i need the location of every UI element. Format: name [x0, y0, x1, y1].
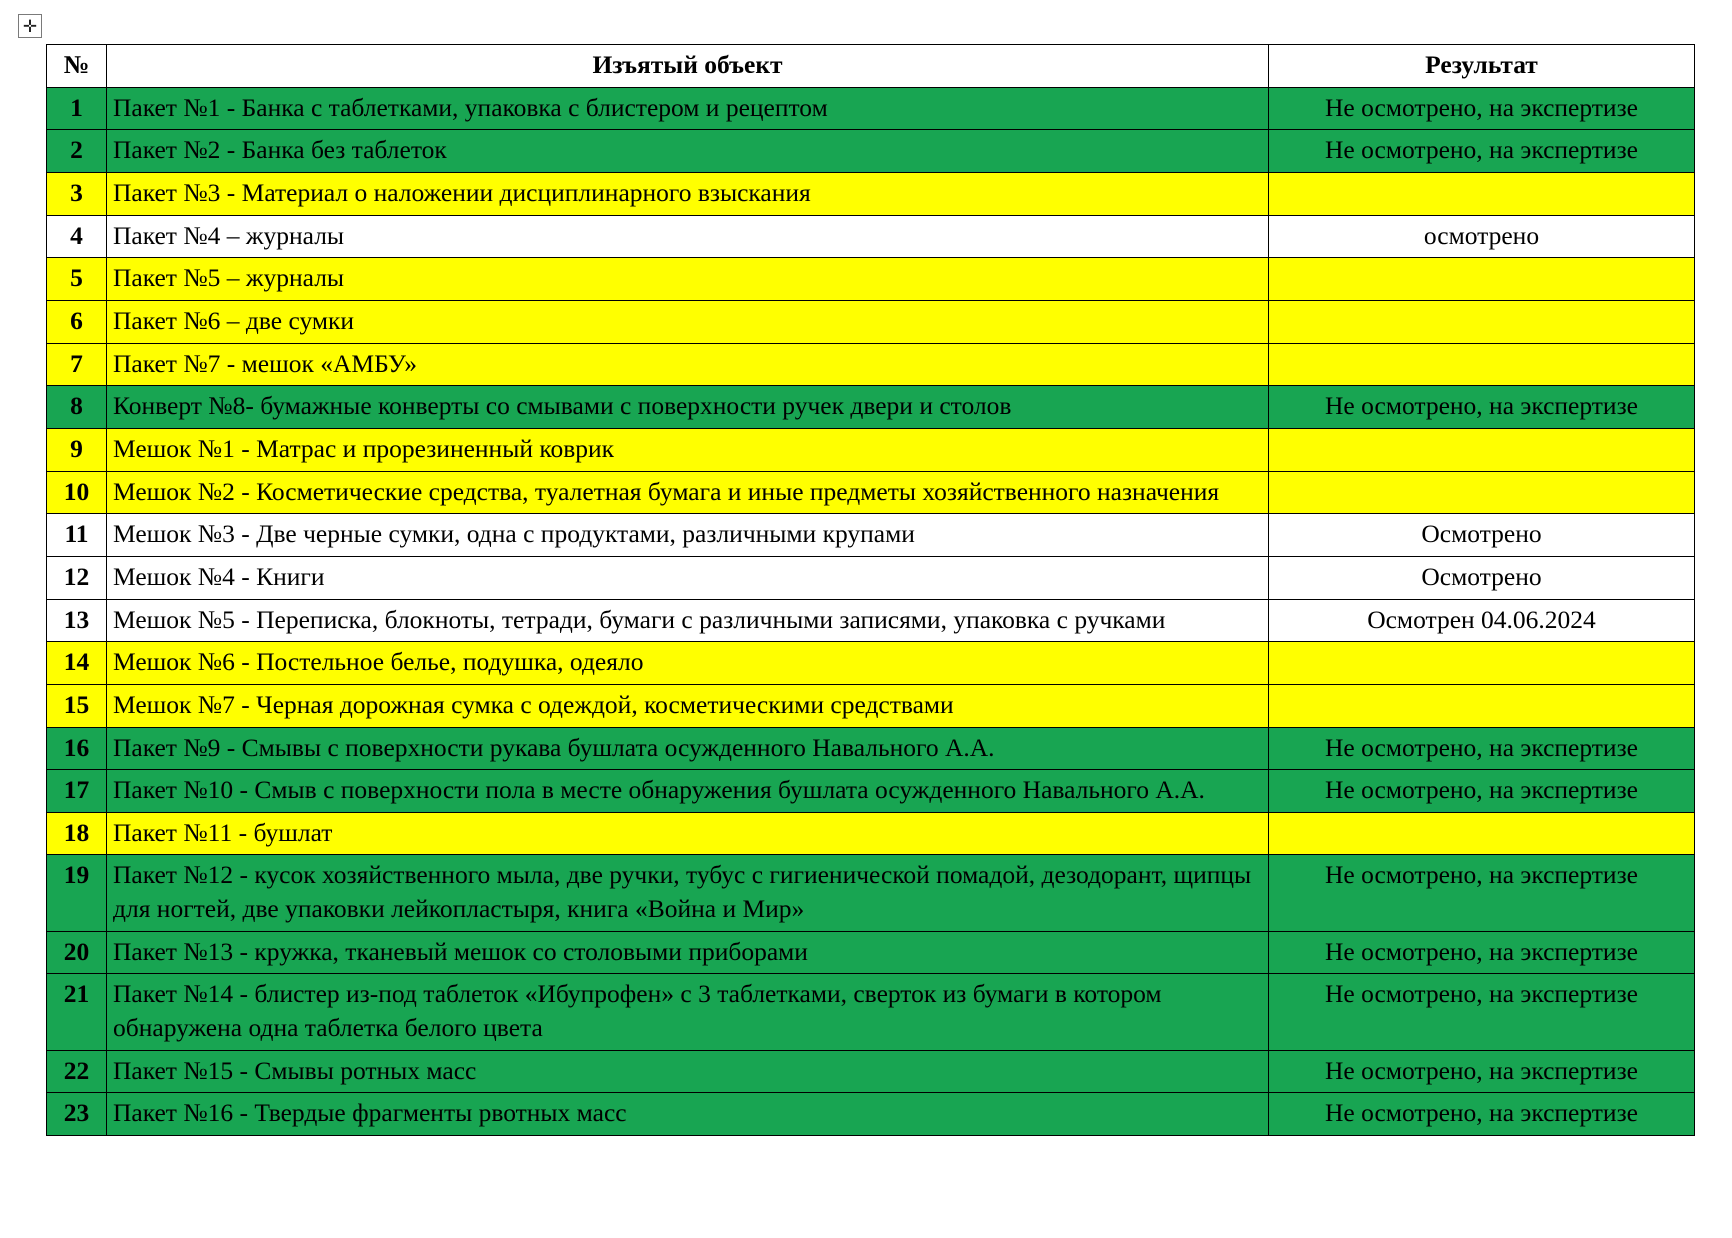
cell-result [1269, 258, 1695, 301]
table-row [47, 556, 1695, 599]
table-row [47, 684, 1695, 727]
cell-number: 9 [47, 428, 107, 471]
cell-object: Пакет №11 - бушлат [107, 812, 1269, 855]
cell-object: Мешок №7 - Черная дорожная сумка с одеждой, косметическими средствами [107, 684, 1269, 727]
cell-result: Осмотрено [1269, 514, 1695, 557]
cell-number: 12 [47, 556, 107, 599]
cell-object: Мешок №3 - Две черные сумки, одна с продуктами, различными крупами [107, 514, 1269, 557]
cell-result: Не осмотрено, на экспертизе [1269, 727, 1695, 770]
table-row [47, 812, 1695, 855]
cell-result: Не осмотрено, на экспертизе [1269, 931, 1695, 974]
cell-object: Пакет №2 - Банка без таблеток [107, 130, 1269, 173]
cell-result: Осмотрен 04.06.2024 [1269, 599, 1695, 642]
table-row [47, 215, 1695, 258]
cell-object: Пакет №1 - Банка с таблетками, упаковка с блистером и рецептом [107, 87, 1269, 130]
cell-object: Пакет №10 - Смыв с поверхности пола в месте обнаружения бушлата осужденного Навального А.А. [107, 770, 1269, 813]
table-row [47, 931, 1695, 974]
table-row [47, 428, 1695, 471]
cell-number: 10 [47, 471, 107, 514]
cell-number: 18 [47, 812, 107, 855]
cell-object: Мешок №6 - Постельное белье, подушка, одеяло [107, 642, 1269, 685]
cell-number: 14 [47, 642, 107, 685]
cell-number: 11 [47, 514, 107, 557]
cell-number: 22 [47, 1050, 107, 1093]
table-row [47, 343, 1695, 386]
table-header [47, 45, 1695, 88]
cell-result: Не осмотрено, на экспертизе [1269, 1093, 1695, 1136]
cell-object: Пакет №5 – журналы [107, 258, 1269, 301]
cell-result [1269, 812, 1695, 855]
cell-object: Пакет №12 - кусок хозяйственного мыла, две ручки, тубус с гигиенической помадой, дезодорант, щипцы для ногтей, две упаковки лейкопластыря, книга «Война и Мир» [107, 855, 1269, 931]
table-row [47, 727, 1695, 770]
table-row [47, 386, 1695, 429]
table-row [47, 599, 1695, 642]
cell-number: 3 [47, 172, 107, 215]
table-header-row [47, 45, 1695, 88]
cell-result: Не осмотрено, на экспертизе [1269, 855, 1695, 931]
cell-object: Пакет №13 - кружка, тканевый мешок со столовыми приборами [107, 931, 1269, 974]
cell-object: Пакет №16 - Твердые фрагменты рвотных масс [107, 1093, 1269, 1136]
cell-result [1269, 300, 1695, 343]
cell-object: Мешок №5 - Переписка, блокноты, тетради, бумаги с различными записями, упаковка с ручками [107, 599, 1269, 642]
cell-number: 16 [47, 727, 107, 770]
seized-items-table [46, 44, 1695, 1136]
cell-result [1269, 172, 1695, 215]
table-row [47, 130, 1695, 173]
cell-object: Мешок №1 - Матрас и прорезиненный коврик [107, 428, 1269, 471]
cell-result: Осмотрено [1269, 556, 1695, 599]
table-move-handle[interactable] [18, 14, 42, 38]
table-row [47, 1093, 1695, 1136]
table-row [47, 974, 1695, 1050]
cell-result [1269, 471, 1695, 514]
cell-object: Пакет №9 - Смывы с поверхности рукава бушлата осужденного Навального А.А. [107, 727, 1269, 770]
cell-object: Пакет №4 – журналы [107, 215, 1269, 258]
table-row [47, 87, 1695, 130]
cell-number: 2 [47, 130, 107, 173]
column-header-result: Результат [1269, 45, 1695, 88]
cell-object: Пакет №3 - Материал о наложении дисциплинарного взыскания [107, 172, 1269, 215]
table-row [47, 1050, 1695, 1093]
cell-number: 5 [47, 258, 107, 301]
cell-number: 17 [47, 770, 107, 813]
table-row [47, 770, 1695, 813]
cell-result [1269, 642, 1695, 685]
cell-number: 13 [47, 599, 107, 642]
cell-number: 23 [47, 1093, 107, 1136]
cell-result: Не осмотрено, на экспертизе [1269, 1050, 1695, 1093]
cell-result [1269, 428, 1695, 471]
cell-number: 19 [47, 855, 107, 931]
cell-object: Мешок №2 - Косметические средства, туалетная бумага и иные предметы хозяйственного назначения [107, 471, 1269, 514]
cell-number: 4 [47, 215, 107, 258]
cell-object: Пакет №15 - Смывы ротных масс [107, 1050, 1269, 1093]
table-row [47, 258, 1695, 301]
table-body [47, 87, 1695, 1135]
cell-result: Не осмотрено, на экспертизе [1269, 130, 1695, 173]
cell-result: осмотрено [1269, 215, 1695, 258]
cell-number: 15 [47, 684, 107, 727]
table-row [47, 514, 1695, 557]
cell-object: Пакет №7 - мешок «АМБУ» [107, 343, 1269, 386]
column-header-object: Изъятый объект [107, 45, 1269, 88]
cell-number: 6 [47, 300, 107, 343]
cell-object: Конверт №8- бумажные конверты со смывами с поверхности ручек двери и столов [107, 386, 1269, 429]
cell-object: Пакет №6 – две сумки [107, 300, 1269, 343]
move-cross-icon: ✛ [22, 16, 38, 36]
cell-number: 7 [47, 343, 107, 386]
cell-result [1269, 343, 1695, 386]
cell-result: Не осмотрено, на экспертизе [1269, 770, 1695, 813]
table-row [47, 471, 1695, 514]
cell-number: 21 [47, 974, 107, 1050]
cell-result: Не осмотрено, на экспертизе [1269, 87, 1695, 130]
table-row [47, 855, 1695, 931]
table-row [47, 172, 1695, 215]
cell-number: 8 [47, 386, 107, 429]
cell-object: Пакет №14 - блистер из-под таблеток «Ибупрофен» с 3 таблетками, сверток из бумаги в котором обнаружена одна таблетка белого цвета [107, 974, 1269, 1050]
cell-result [1269, 684, 1695, 727]
cell-number: 20 [47, 931, 107, 974]
document-body [46, 44, 1694, 1136]
table-row [47, 642, 1695, 685]
cell-result: Не осмотрено, на экспертизе [1269, 386, 1695, 429]
column-header-number: № [47, 45, 107, 88]
cell-number: 1 [47, 87, 107, 130]
cell-result: Не осмотрено, на экспертизе [1269, 974, 1695, 1050]
table-row [47, 300, 1695, 343]
cell-object: Мешок №4 - Книги [107, 556, 1269, 599]
